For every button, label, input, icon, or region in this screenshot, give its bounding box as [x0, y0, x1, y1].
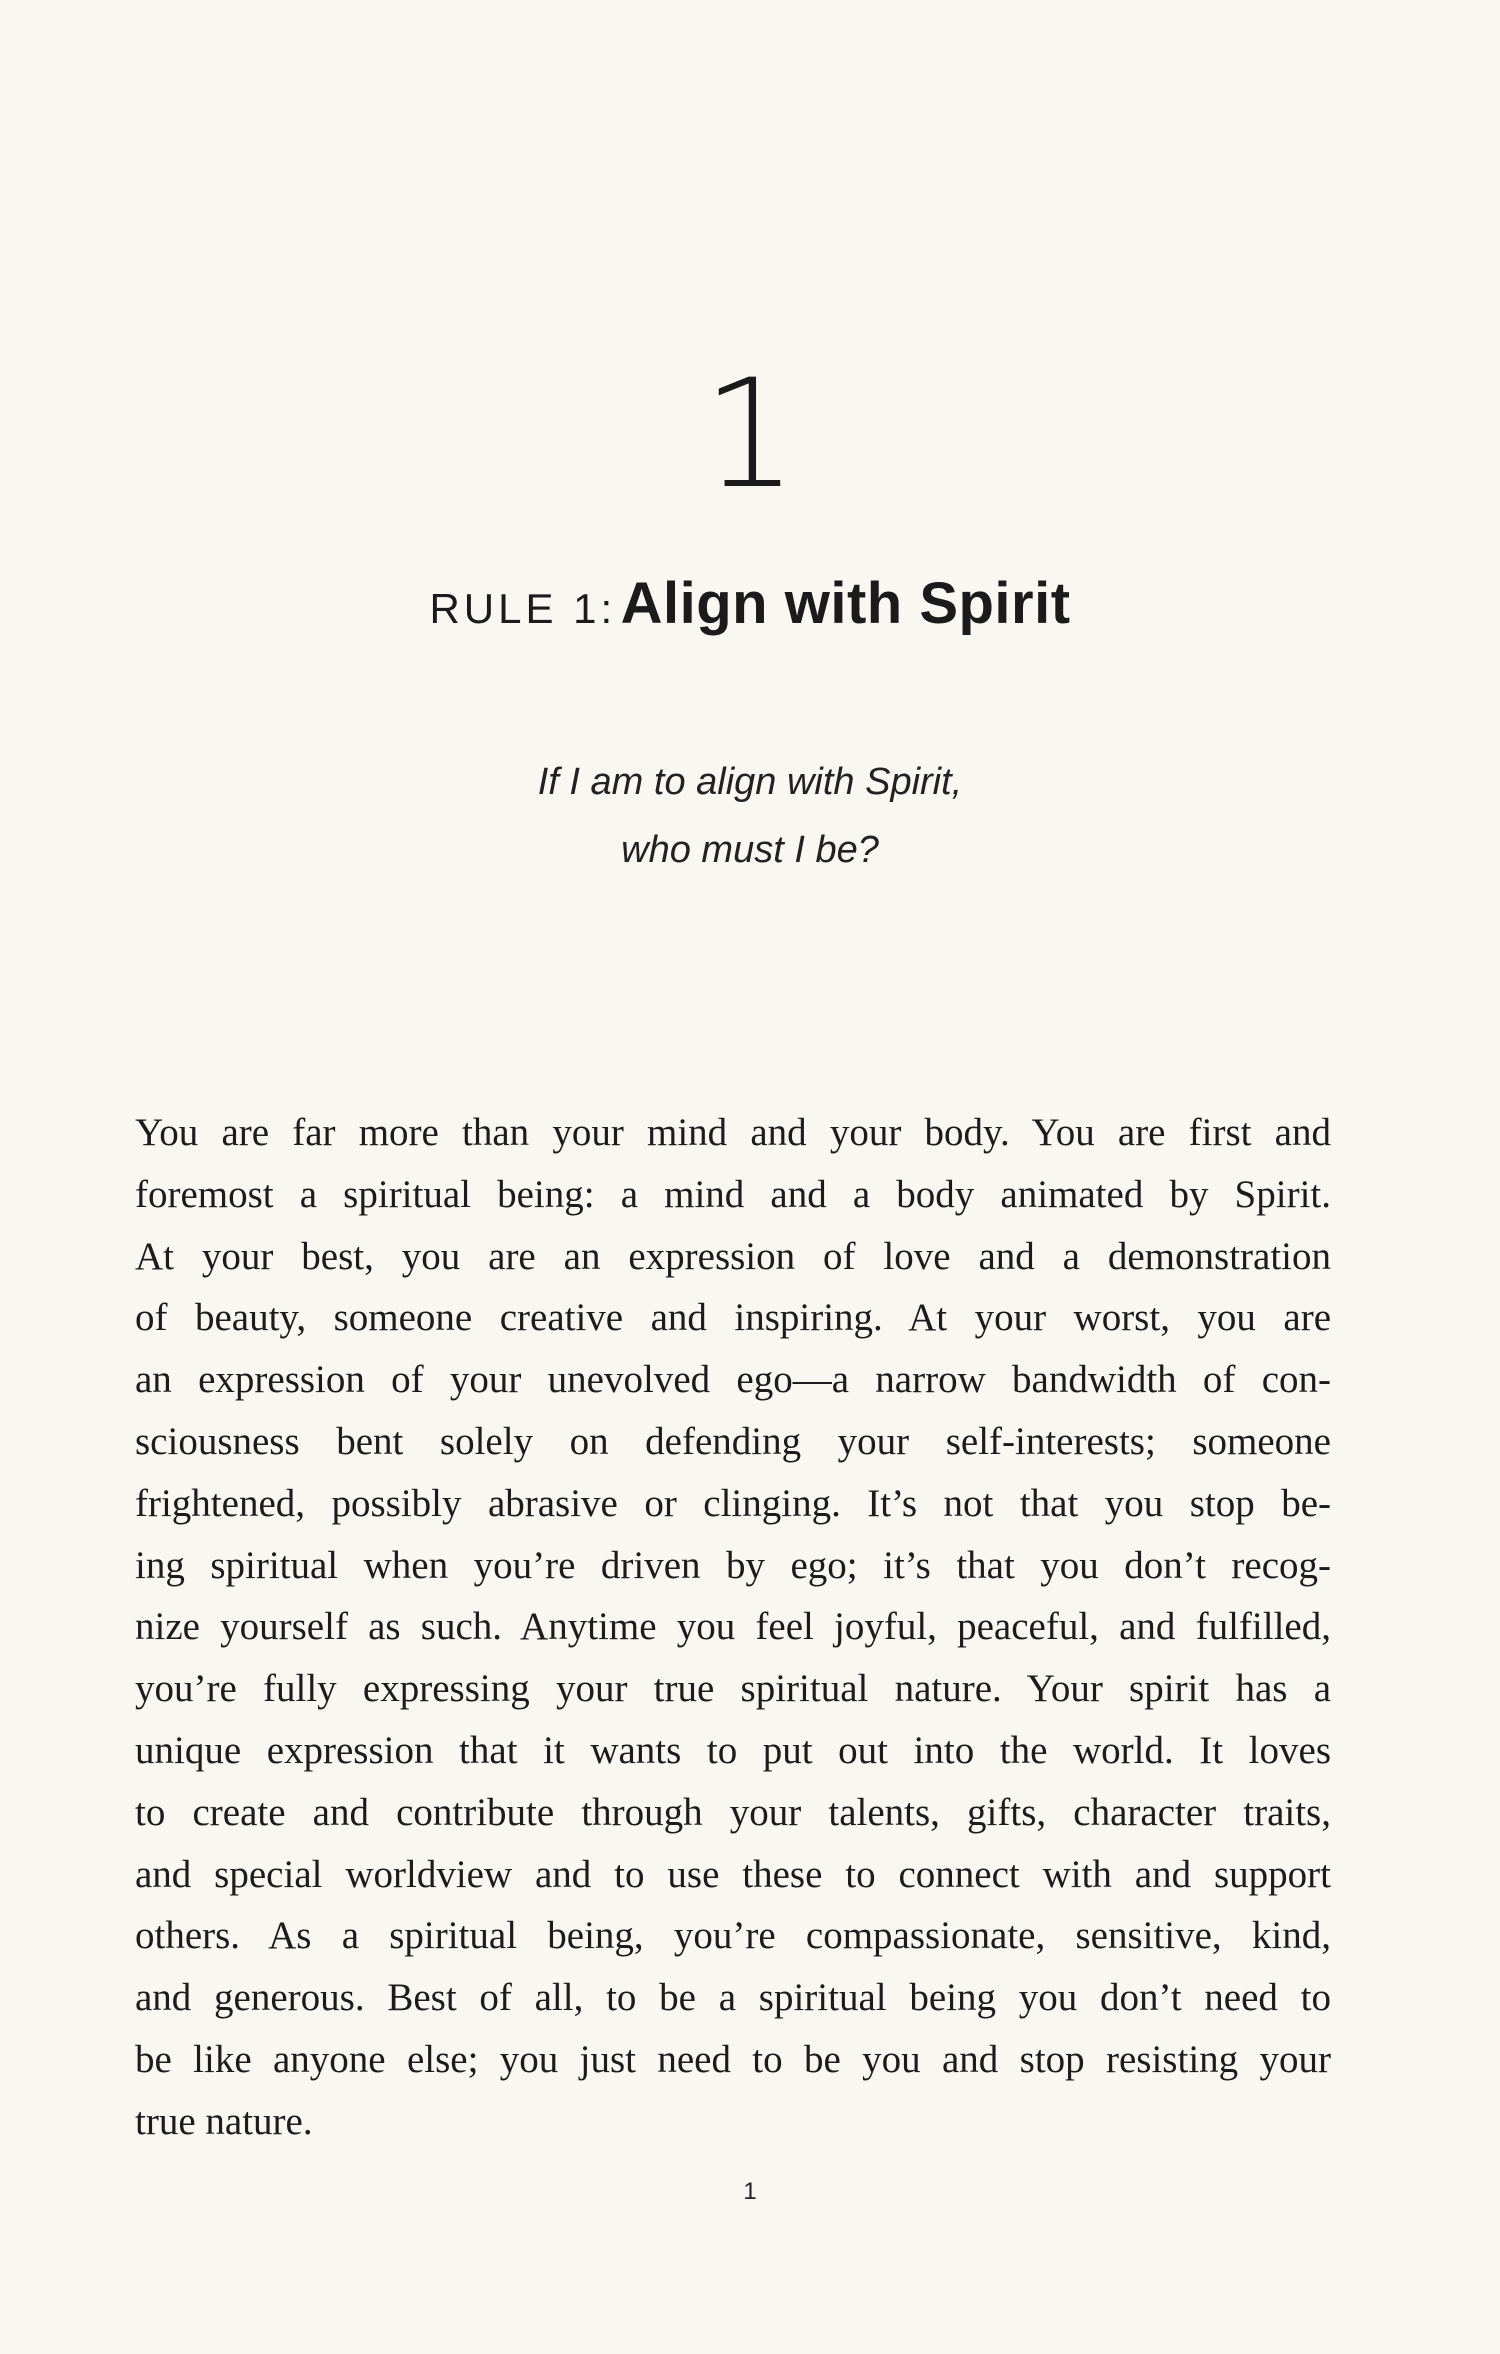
body-paragraph	[135, 1102, 1331, 2153]
chapter-number: 1	[702, 348, 798, 522]
body-line: and special worldview and to use these to connect with and support	[135, 1852, 1331, 1896]
body-line: At your best, you are an expression of love and a demonstration	[135, 1234, 1331, 1278]
epigraph-line: If I am to align with Spirit,	[537, 761, 963, 803]
body-line: foremost a spiritual being: a mind and a body animated by Spirit.	[135, 1172, 1331, 1216]
body-line: frightened, possibly abrasive or clinging. It’s not that you stop be-	[135, 1481, 1331, 1525]
body-line: ing spiritual when you’re driven by ego; it’s that you don’t recog-	[135, 1543, 1331, 1587]
rule-label: RULE 1:	[429, 585, 617, 632]
epigraph-line: who must I be?	[621, 829, 879, 871]
body-line: of beauty, someone creative and inspiring. At your worst, you are	[135, 1296, 1331, 1340]
body-line: an expression of your unevolved ego—a narrow bandwidth of con-	[135, 1358, 1331, 1402]
body-line: sciousness bent solely on defending your self-interests; someone	[135, 1419, 1331, 1463]
body-line: and generous. Best of all, to be a spiritual being you don’t need to	[135, 1976, 1331, 2020]
chapter-title	[0, 571, 1500, 636]
page-number: 1	[743, 2178, 757, 2205]
body-line: true nature.	[135, 2099, 313, 2143]
body-line: you’re fully expressing your true spiritual nature. Your spirit has a	[135, 1667, 1331, 1711]
rule-name: Align with Spirit	[620, 571, 1071, 636]
body-line: to create and contribute through your talents, gifts, character traits,	[135, 1790, 1331, 1834]
body-line: unique expression that it wants to put out into the world. It loves	[135, 1728, 1331, 1772]
epigraph	[0, 748, 1500, 884]
body-line: be like anyone else; you just need to be you and stop resisting your	[135, 2037, 1331, 2081]
body-line: nize yourself as such. Anytime you feel joyful, peaceful, and fulfilled,	[135, 1605, 1331, 1649]
body-line: You are far more than your mind and your body. You are first and	[135, 1111, 1331, 1154]
body-line: others. As a spiritual being, you’re compassionate, sensitive, kind,	[135, 1914, 1331, 1958]
